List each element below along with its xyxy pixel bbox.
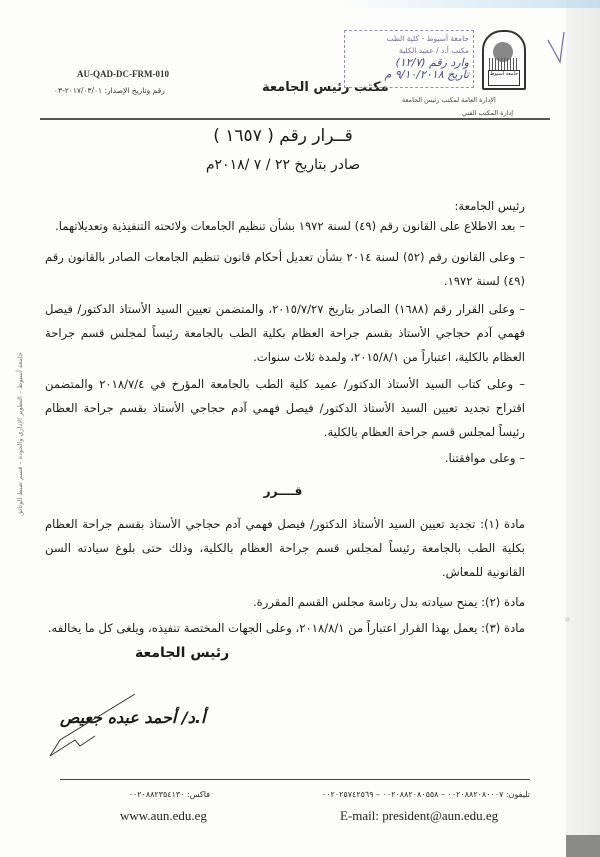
university-logo [482, 30, 526, 90]
general-admin-label: الإدارة العامة لمكتب رئيس الجامعة [402, 96, 496, 104]
preamble-paragraph: – بعد الاطلاع على القانون رقم (٤٩) لسنة ١٩٧٢ بشأن تنظيم الجامعات ولائحته التنفيذية وتعديلاتهما. [55, 219, 525, 233]
preamble-paragraph: – وعلى كتاب السيد الأستاذ الدكتور/ عميد كلية الطب بالجامعة المؤرخ في ٢٠١٨/٧/٤ والمتضمن اقتراح تجديد تعيين السيد الأستاذ الدكتور/ فيصل فهمي آدم حجاجي الأستاذ بقسم جراحة العظام رئيساً لمجلس قسم جراحة العظام بالكلية. [45, 377, 525, 439]
scan-shade [340, 0, 600, 8]
handwritten-signature-icon [40, 690, 160, 760]
footer-website[interactable]: www.aun.edu.eg [120, 808, 207, 823]
tech-office-label: إدارة المكتب الفني [462, 109, 514, 117]
decision-date: صادر بتاريخ ٢٢ / ٧ /٢٠١٨م [205, 157, 361, 173]
scan-speck [565, 617, 570, 622]
header-divider [40, 118, 550, 120]
footer-divider [60, 779, 530, 780]
article: مادة (٢): يمنح سيادته بدل رئاسة مجلس القسم المقررة. [252, 595, 525, 609]
addressee: رئيس الجامعة: [454, 199, 525, 213]
preamble-paragraph: – وعلى القانون رقم (٥٢) لسنة ٢٠١٤ بشأن تعديل أحكام قانون تنظيم الجامعات الصادر بالقانون رقم (٤٩) لسنة ١٩٧٢. [45, 250, 525, 288]
preamble-paragraph: – وعلى القرار رقم (١٦٨٨) الصادر بتاريخ ٢٠١٥/٧/٢٧، والمتضمن تعيين السيد الأستاذ الدكتور/ فيصل فهمي آدم حجاجي الأستاذ بقسم جراحة العظام بكلية الطب بالجامعة رئيساً لمجلس قسم جراحة العظام بالكلية، اعتباراً من ٢٠١٥/٨/١، ولمدة ثلاث سنوات. [45, 302, 525, 364]
form-code: AU-QAD-DC-FRM-010 [77, 69, 169, 79]
office-title: مكتب رئيس الجامعة [262, 80, 389, 95]
decision-title: قــرار رقم ( ١٦٥٧ ) [213, 126, 353, 146]
footer-fax: فاكس: ٠٠٢٠٨٨٢٣٥٤١٣٠ [128, 790, 210, 799]
article: مادة (١): تجديد تعيين السيد الأستاذ الدكتور/ فيصل فهمي آدم حجاجي الأستاذ بقسم جراحة العظام بكلية الطب بالجامعة رئيساً لمجلس قسم جراحة العظام بالكلية، وذلك حتى بلوغ سيادته السن القانونية للمعاش. [45, 517, 525, 579]
stamp-line-1: جامعة أسيوط - كلية الطب [386, 34, 469, 43]
decree-heading: قــــرر [263, 484, 303, 498]
scan-edge-bar [566, 835, 600, 857]
issue-line: رقم وتاريخ الإصدار: ٢٠١٧/٠٣/٠١-٠٣ [54, 86, 165, 95]
signatory-name: أ.د/ أحمد عبده جعيص [60, 708, 206, 727]
stamp-line-2: مكتب أ.د / عميد الكلية [399, 46, 469, 55]
preamble-paragraph: – وعلى موافقتنا. [444, 451, 525, 465]
stamp-line-4: تاريخ ٩/١٠/٢٠١٨ م [384, 68, 469, 81]
footer-phone: تليفون: ٠٠٢٠٨٨٢٠٨٠٠٠٧ – ٠٠٢٠٨٨٢٠٨٠٥٥٨ – ٠٠٢٠٢٥٧٤٢٥٦٩ [321, 790, 530, 799]
footer-email[interactable]: E-mail: president@aun.edu.eg [340, 808, 499, 823]
signature-title: رئيس الجامعة [135, 645, 230, 661]
incoming-stamp [344, 30, 474, 88]
article: مادة (٣): يعمل بهذا القرار اعتباراً من ٢٠١٨/٨/١، وعلى الجهات المختصة تنفيذه، ويلغى كل ما يخالفه. [47, 621, 525, 635]
stamp-line-3: وارد رقم (١٢/٧) [395, 56, 469, 69]
logo-text: جامعة أسيوط [488, 70, 520, 86]
checkmark-icon [546, 30, 576, 70]
scan-edge [566, 0, 600, 857]
logo-rays-icon [489, 58, 517, 70]
side-note: جامعة أسيوط – التطوير الإداري والجودة – قسم ضبط الوثائق [16, 352, 24, 516]
